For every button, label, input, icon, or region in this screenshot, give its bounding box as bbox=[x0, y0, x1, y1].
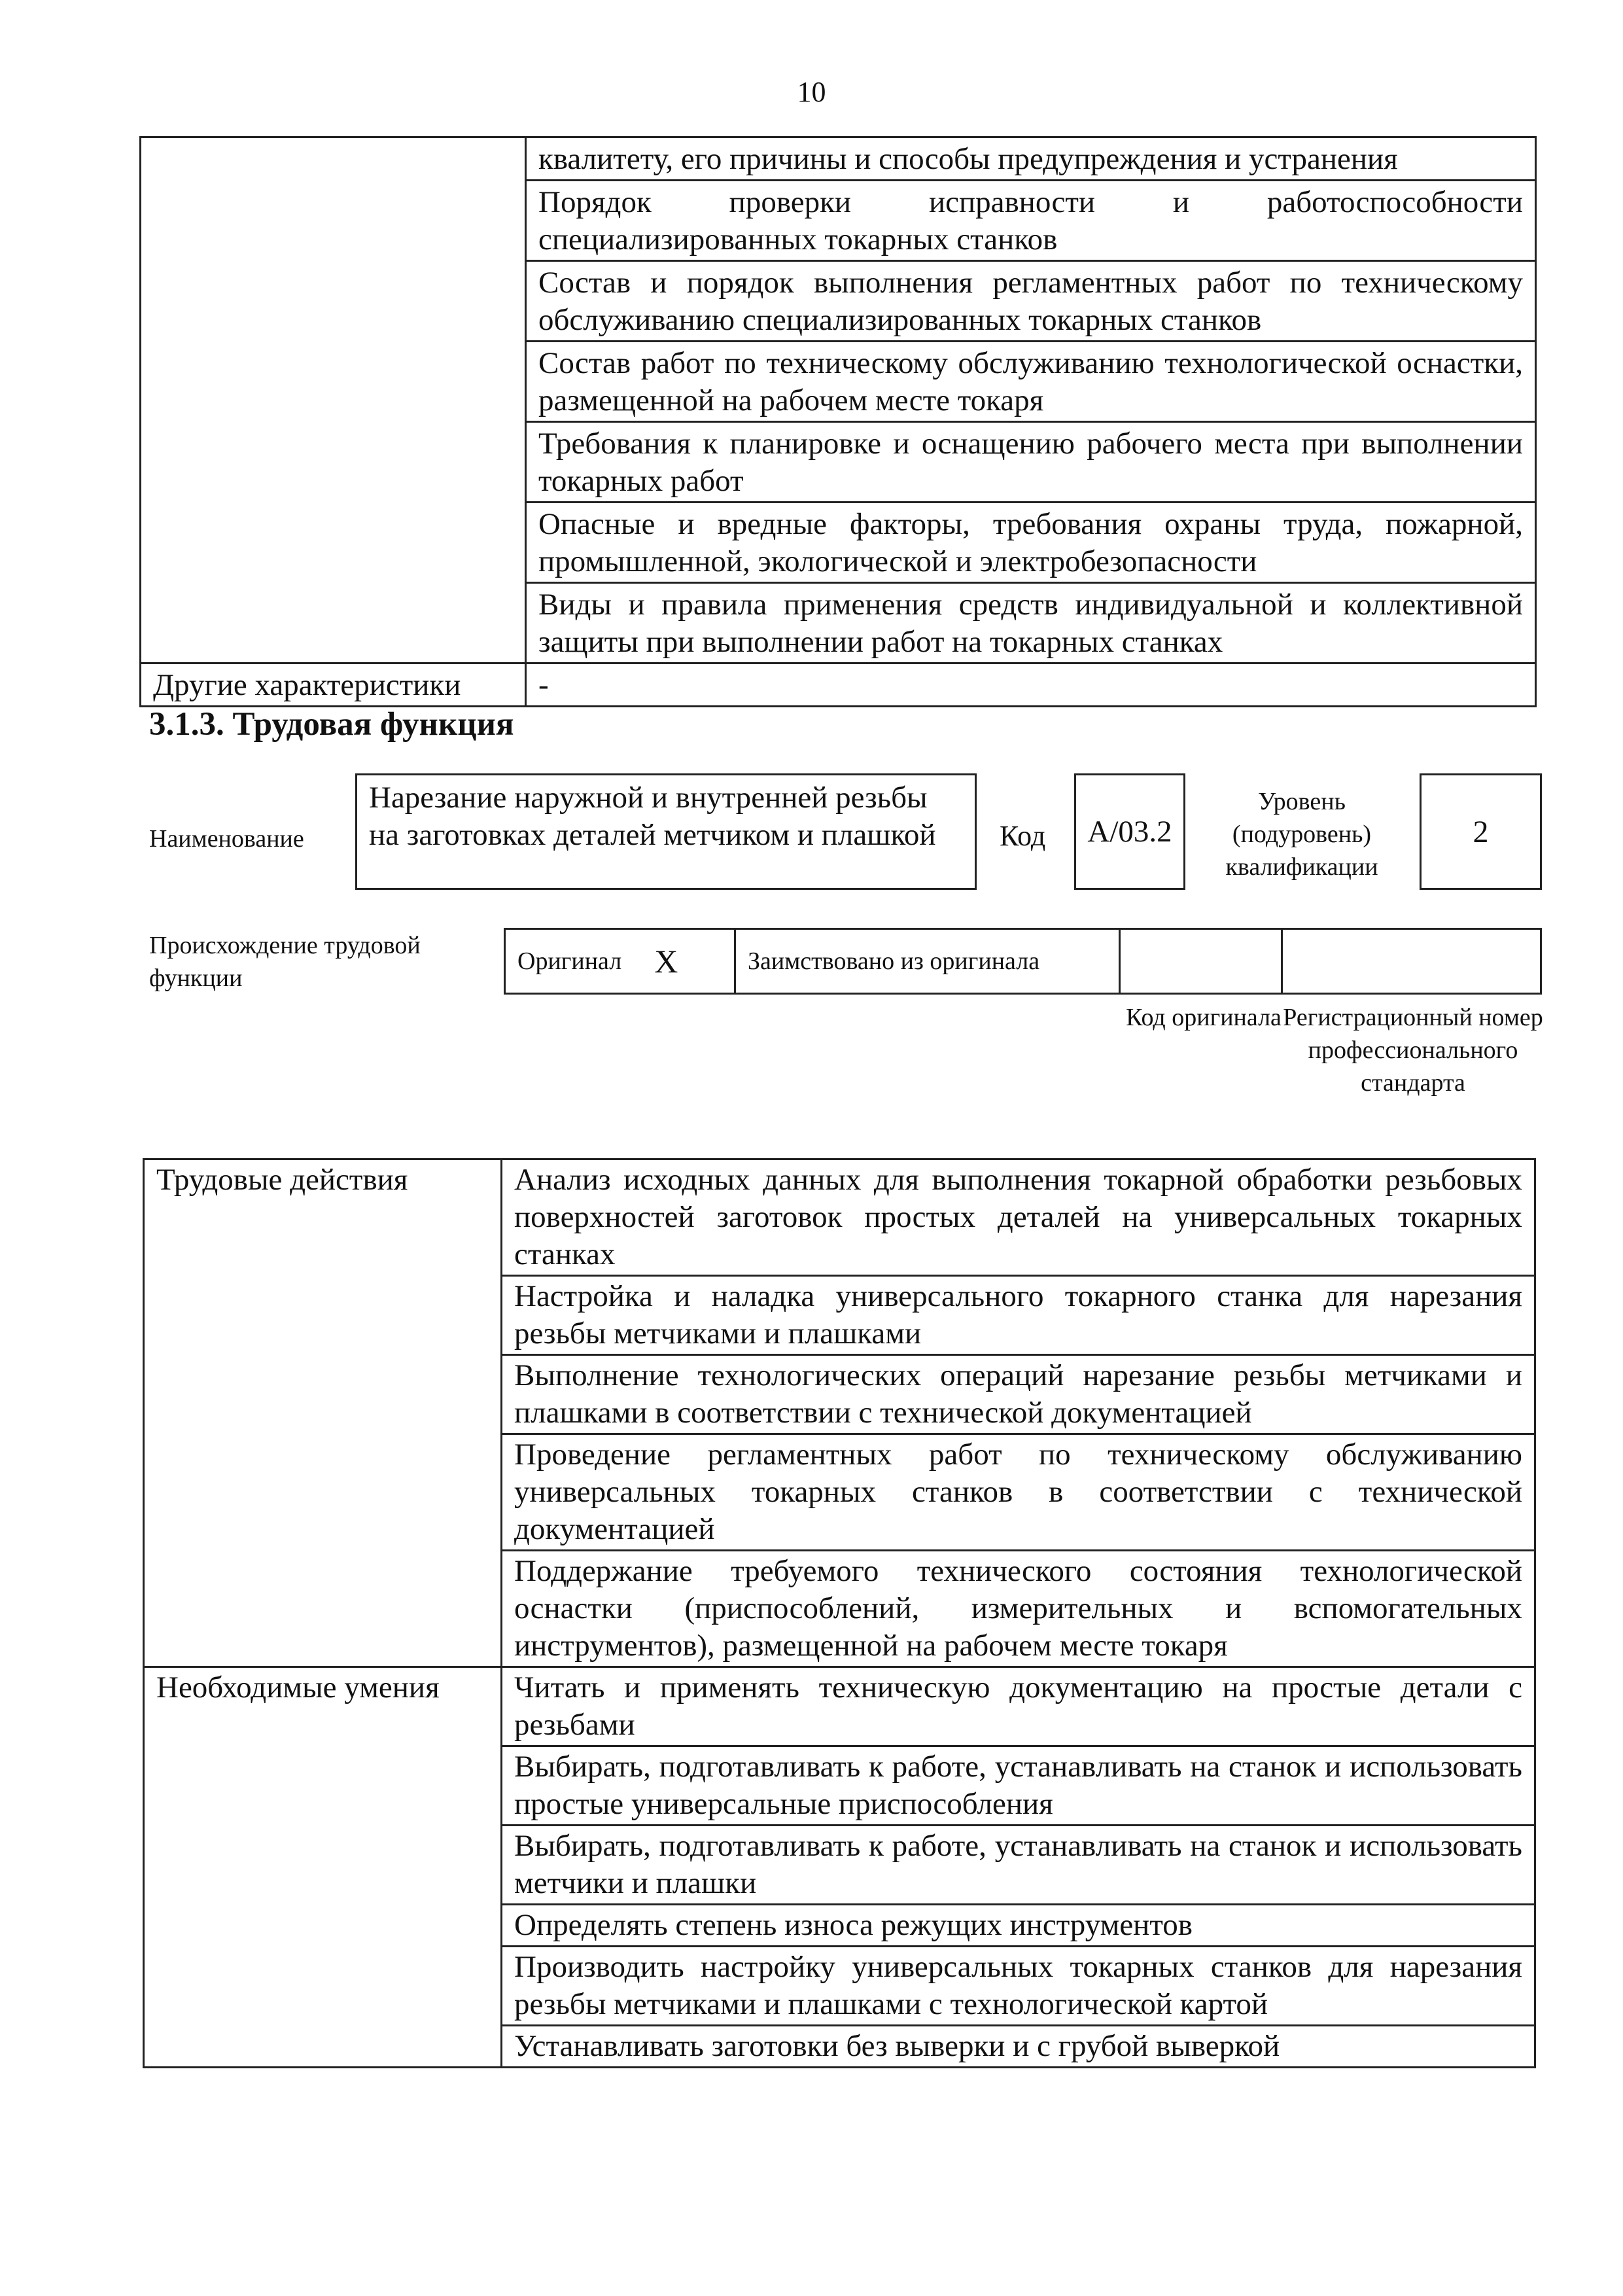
actions-label: Трудовые действия bbox=[144, 1159, 502, 1667]
table-cell: Состав работ по техническому обслуживанию технологической оснастки, размещенной на рабочем месте токаря bbox=[526, 342, 1536, 422]
table-cell: квалитету, его причины и способы предупреждения и устранения bbox=[526, 137, 1536, 181]
registration-number-caption: Регистрационный номер профессионального стандарта bbox=[1283, 1004, 1543, 1097]
empty-label-cell bbox=[141, 137, 526, 663]
original-mark: X bbox=[654, 943, 678, 980]
table-cell: Устанавливать заготовки без выверки и с грубой выверкой bbox=[502, 2026, 1535, 2068]
borrowed-cell: Заимствовано из оригинала bbox=[736, 930, 1121, 993]
table-cell: Настройка и наладка универсального токарного станка для нарезания резьбы метчиками и плашками bbox=[502, 1276, 1535, 1355]
table-row bbox=[144, 1159, 1535, 1276]
table-cell: Состав и порядок выполнения регламентных работ по техническому обслуживанию специализированных токарных станков bbox=[526, 261, 1536, 342]
table-row bbox=[141, 137, 1536, 181]
page-number: 10 bbox=[797, 76, 826, 108]
table-cell: Выбирать, подготавливать к работе, устанавливать на станок и использовать метчики и плашки bbox=[502, 1826, 1535, 1905]
code-label: Код bbox=[1000, 820, 1046, 852]
original-label: Оригинал bbox=[517, 947, 622, 975]
table-cell: Читать и применять техническую документацию на простые детали с резьбами bbox=[502, 1667, 1535, 1746]
original-cell bbox=[506, 930, 736, 993]
function-name-box: Нарезание наружной и внутренней резьбы на заготовках деталей метчиком и плашкой bbox=[355, 773, 977, 890]
origin-label: Происхождение трудовой функции bbox=[149, 932, 421, 992]
table-cell: Поддержание требуемого технического состояния технологической оснастки (приспособлений, измерительных и вспомогательных инструментов), размещенной на рабочем месте токаря bbox=[502, 1551, 1535, 1667]
table-cell: Опасные и вредные факторы, требования охраны труда, пожарной, промышленной, экологической и электробезопасности bbox=[526, 503, 1536, 583]
table-cell: Выполнение технологических операций нарезание резьбы метчиками и плашками в соответствии с технической документацией bbox=[502, 1355, 1535, 1434]
table-cell: Производить настройку универсальных токарных станков для нарезания резьбы метчиками и плашками с технологической картой bbox=[502, 1947, 1535, 2026]
code-original-caption: Код оригинала bbox=[1126, 1004, 1282, 1031]
skills-label: Необходимые умения bbox=[144, 1667, 502, 2068]
table-cell: Требования к планировке и оснащению рабочего места при выполнении токарных работ bbox=[526, 422, 1536, 503]
table-cell: Анализ исходных данных для выполнения токарной обработки резьбовых поверхностей заготовок простых деталей на универсальных токарных станках bbox=[502, 1159, 1535, 1276]
table-row bbox=[144, 1667, 1535, 1746]
knowledge-table bbox=[139, 136, 1537, 707]
registration-number-cell bbox=[1283, 930, 1540, 993]
function-table bbox=[143, 1158, 1536, 2068]
level-label: Уровень (подуровень) квалификации bbox=[1225, 788, 1378, 881]
other-characteristics-value: - bbox=[526, 663, 1536, 707]
level-box: 2 bbox=[1420, 773, 1542, 890]
table-cell: Виды и правила применения средств индивидуальной и коллективной защиты при выполнении работ на токарных станках bbox=[526, 583, 1536, 663]
code-box: А/03.2 bbox=[1074, 773, 1185, 890]
origin-row bbox=[504, 928, 1542, 995]
table-cell: Выбирать, подготавливать к работе, устанавливать на станок и использовать простые универсальные приспособления bbox=[502, 1746, 1535, 1826]
table-row bbox=[141, 663, 1536, 707]
table-cell: Проведение регламентных работ по техническому обслуживанию универсальных токарных станков в соответствии с технической документацией bbox=[502, 1434, 1535, 1551]
section-title: 3.1.3. Трудовая функция bbox=[149, 706, 514, 743]
name-label: Наименование bbox=[149, 825, 304, 853]
table-cell: Порядок проверки исправности и работоспособности специализированных токарных станков bbox=[526, 181, 1536, 261]
other-characteristics-label: Другие характеристики bbox=[141, 663, 526, 707]
original-code-cell bbox=[1121, 930, 1283, 993]
table-cell: Определять степень износа режущих инструментов bbox=[502, 1905, 1535, 1947]
